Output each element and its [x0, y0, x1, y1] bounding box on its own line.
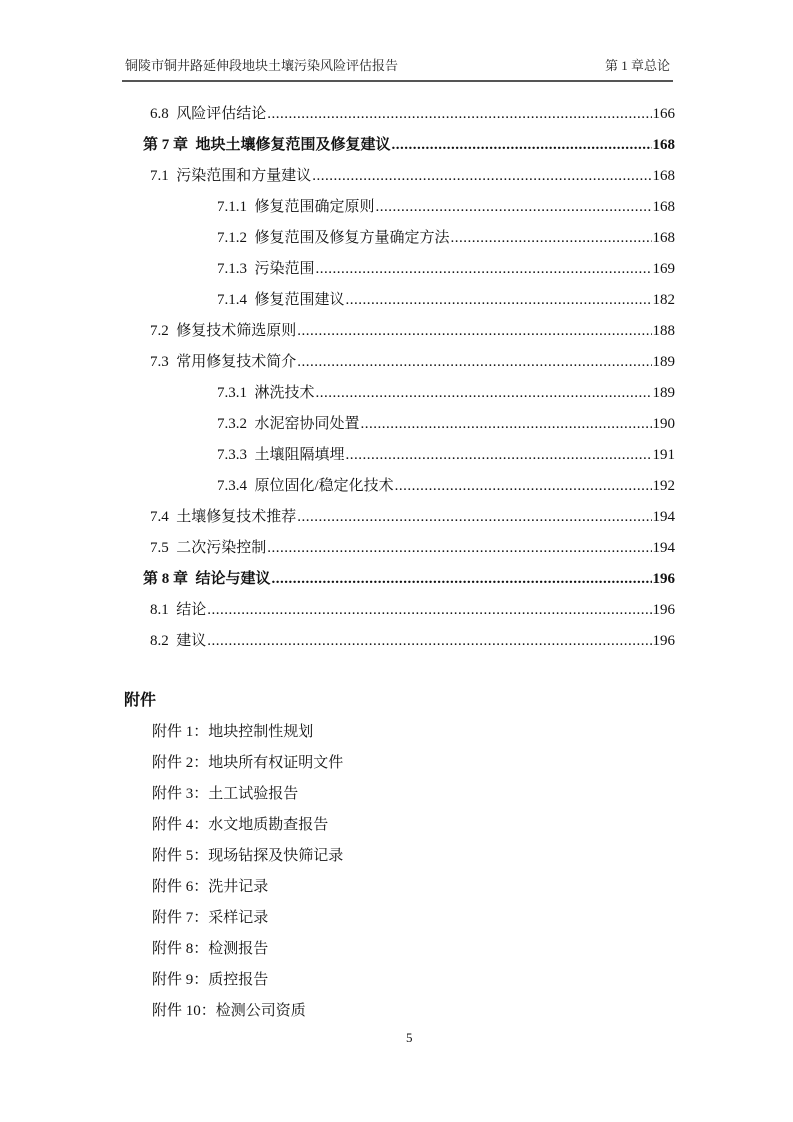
toc-entry-page: 194: [652, 509, 675, 525]
toc-entry-page: 168: [652, 230, 675, 246]
toc-entry-page: 166: [652, 106, 675, 122]
toc-entry-label: 7.1.2 修复范围及修复方量确定方法: [217, 230, 450, 246]
header-divider: [122, 80, 673, 82]
toc-leader-dots: [316, 378, 652, 409]
toc-entry[interactable]: [0, 285, 793, 316]
toc-entry-label: 6.8 风险评估结论: [150, 106, 267, 122]
toc-entry-label: 7.3 常用修复技术简介: [150, 354, 297, 370]
toc-leader-dots: [297, 347, 651, 378]
toc-entry[interactable]: [0, 502, 793, 533]
toc-entry-page: 168: [652, 199, 675, 215]
toc-entry[interactable]: [0, 378, 793, 409]
toc-entry[interactable]: [0, 316, 793, 347]
toc-entry[interactable]: [0, 533, 793, 564]
toc-entry-label: 第 7 章 地块土壤修复范围及修复建议: [143, 137, 391, 153]
toc-entry-page: 168: [652, 168, 675, 184]
toc-entry-page: 191: [652, 447, 675, 463]
toc-leader-dots: [267, 533, 651, 564]
toc-entry-label: 7.3.3 土壤阻隔填埋: [217, 447, 345, 463]
toc-leader-dots: [361, 409, 652, 440]
toc-entry[interactable]: [0, 254, 793, 285]
header-chapter: 第 1 章总论: [604, 58, 670, 73]
appendix-item: 附件 10：检测公司资质: [152, 1003, 306, 1019]
toc-leader-dots: [392, 130, 652, 161]
toc-leader-dots: [297, 316, 651, 347]
appendix-item: 附件 9：质控报告: [152, 972, 269, 988]
toc-entry[interactable]: [0, 595, 793, 626]
toc-entry[interactable]: [0, 409, 793, 440]
toc-leader-dots: [267, 99, 651, 130]
toc-entry[interactable]: [0, 223, 793, 254]
page-header: [125, 55, 670, 75]
toc-leader-dots: [272, 564, 652, 595]
appendix-heading: 附件: [124, 692, 157, 709]
toc-entry-page: 190: [652, 416, 675, 432]
toc-entry-label: 7.1.1 修复范围确定原则: [217, 199, 375, 215]
toc-entry-page: 192: [652, 478, 675, 494]
toc-entry[interactable]: [0, 471, 793, 502]
toc-entry-page: 196: [652, 633, 675, 649]
toc-leader-dots: [376, 192, 652, 223]
toc-entry-label: 7.3.1 淋洗技术: [217, 385, 315, 401]
toc-entry-label: 7.4 土壤修复技术推荐: [150, 509, 297, 525]
toc-entry-label: 8.1 结论: [150, 602, 207, 618]
toc-entry-page: 189: [652, 385, 675, 401]
appendix-item: 附件 4：水文地质勘查报告: [152, 817, 329, 833]
toc-entry-page: 169: [652, 261, 675, 277]
toc-leader-dots: [395, 471, 652, 502]
toc-entry[interactable]: [0, 440, 793, 471]
toc-entry[interactable]: [0, 626, 793, 657]
toc-entry-label: 7.1.3 污染范围: [217, 261, 315, 277]
toc-leader-dots: [346, 440, 652, 471]
toc-entry-page: 188: [652, 323, 675, 339]
table-of-contents: [0, 99, 793, 657]
toc-entry-page: 182: [652, 292, 675, 308]
appendix-list: [152, 717, 343, 1027]
toc-entry-label: 8.2 建议: [150, 633, 207, 649]
toc-leader-dots: [297, 502, 651, 533]
toc-entry-label: 第 8 章 结论与建议: [143, 571, 271, 587]
toc-entry-page: 196: [652, 571, 675, 587]
appendix-item: 附件 1：地块控制性规划: [152, 724, 314, 740]
toc-leader-dots: [207, 626, 651, 657]
appendix-item: 附件 6：洗井记录: [152, 879, 269, 895]
toc-entry-page: 168: [652, 137, 675, 153]
toc-entry-page: 194: [652, 540, 675, 556]
toc-entry[interactable]: [0, 192, 793, 223]
toc-entry-label: 7.1.4 修复范围建议: [217, 292, 345, 308]
appendix-item: 附件 5：现场钻探及快筛记录: [152, 848, 344, 864]
toc-entry[interactable]: [0, 99, 793, 130]
toc-entry-label: 7.3.2 水泥窑协同处置: [217, 416, 360, 432]
toc-entry-page: 189: [652, 354, 675, 370]
toc-leader-dots: [451, 223, 652, 254]
page-number: 5: [406, 1030, 413, 1045]
toc-entry[interactable]: [0, 130, 793, 161]
toc-entry-label: 7.2 修复技术筛选原则: [150, 323, 297, 339]
toc-entry-page: 196: [652, 602, 675, 618]
toc-entry[interactable]: [0, 347, 793, 378]
appendix-item: 附件 7：采样记录: [152, 910, 269, 926]
toc-entry[interactable]: [0, 564, 793, 595]
appendix-item: 附件 3：土工试验报告: [152, 786, 299, 802]
appendix-item: 附件 8：检测报告: [152, 941, 269, 957]
toc-entry-label: 7.1 污染范围和方量建议: [150, 168, 312, 184]
header-title: 铜陵市铜井路延伸段地块土壤污染风险评估报告: [125, 58, 399, 73]
toc-leader-dots: [207, 595, 651, 626]
toc-leader-dots: [312, 161, 651, 192]
appendix-item: 附件 2：地块所有权证明文件: [152, 755, 344, 771]
toc-leader-dots: [346, 285, 652, 316]
toc-entry-label: 7.5 二次污染控制: [150, 540, 267, 556]
toc-entry-label: 7.3.4 原位固化/稳定化技术: [217, 478, 394, 494]
toc-entry[interactable]: [0, 161, 793, 192]
toc-leader-dots: [316, 254, 652, 285]
